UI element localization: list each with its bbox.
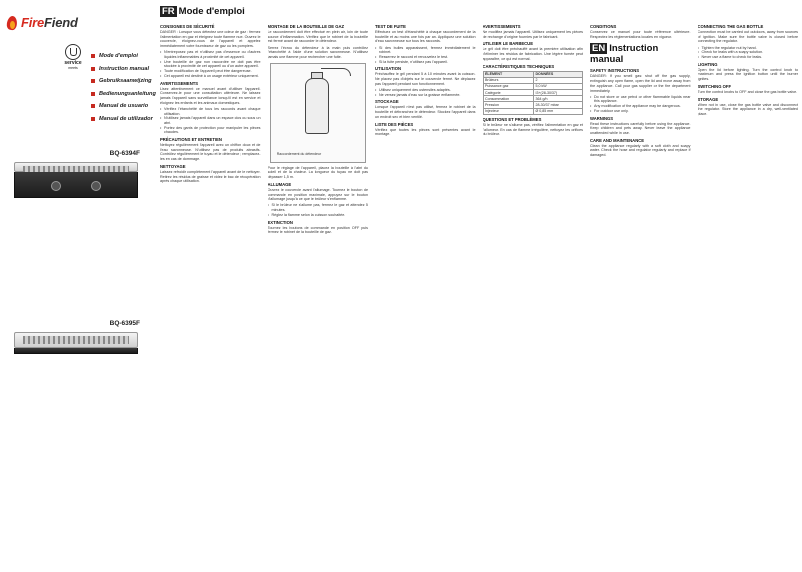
language-label: Bedienungsanleitung: [99, 90, 156, 97]
section-heading: AVERTISSEMENTS: [160, 80, 199, 86]
bullet-item: • Resserrez le raccord et renouvelez le test.: [375, 55, 476, 60]
bullet-item: • Do not store or use petrol or other flammable liquids near this appliance.: [590, 95, 691, 104]
column-2: [268, 22, 369, 570]
language-item: [91, 75, 156, 88]
bullet-square-icon: [91, 79, 95, 83]
section-heading: LIGHTING: [697, 61, 718, 67]
column-5: [590, 22, 691, 570]
column-1: [160, 22, 261, 570]
table-cell: Ø 0,85 mm: [533, 108, 582, 114]
language-code: EN: [592, 43, 606, 55]
table-cell: 28-30/37 mbar: [533, 102, 582, 108]
paragraph: Read these instructions carefully before using the appliance. Keep children and pets away. Never leave the appliance unattended while in use.: [590, 121, 691, 135]
section-heading: WARNINGS: [590, 115, 614, 121]
bullet-item: • Portez des gants de protection pour manipuler les pièces chaudes.: [160, 126, 261, 135]
text-columns: [160, 22, 798, 570]
cover-panel: [0, 0, 156, 572]
service-badge: [58, 44, 88, 74]
bullet-item: • N'utilisez jamais l'appareil dans un espace clos ou sous un abri.: [160, 116, 261, 125]
language-label: Manual de usuario: [99, 103, 149, 110]
grill-body: [14, 348, 138, 354]
paragraph: Le raccordement doit être effectué en plein air, loin de toute source d'inflammation. Vérifiez que le robinet de la bouteille est fermé avant de raccorder le détendeur.: [267, 30, 368, 44]
paragraph: Si le brûleur ne s'allume pas, vérifiez l'alimentation en gaz et l'allumeur. En cas de flamme irrégulière, nettoyez les orifices du brûleur.: [482, 122, 583, 137]
language-item: [91, 88, 156, 101]
model-number-1: BQ-6394F: [109, 150, 140, 157]
bullet-item: • Ne versez jamais d'eau sur la graisse enflammée.: [375, 93, 476, 98]
bullet-item: • Utilisez uniquement des ustensiles adaptés.: [375, 88, 476, 93]
paragraph: Serrez l'écrou du détendeur à la main puis contrôlez l'étanchéité à l'aide d'une solution savonneuse. N'utilisez jamais une flamme pour rechercher une fuite.: [267, 45, 368, 60]
table-cell: Catégorie: [483, 90, 533, 96]
language-item: [91, 113, 156, 126]
table-header: ÉLÉMENT: [483, 71, 533, 77]
bullet-square-icon: [91, 117, 95, 121]
paragraph: Turn the control knobs to OFF and close the gas bottle valve.: [697, 89, 798, 94]
grill-grate: [14, 162, 138, 172]
gas-bottle-diagram: [270, 63, 366, 163]
gas-bottle-drawing: [305, 78, 329, 134]
grill-illustration-2: [14, 332, 138, 354]
specs-table: [483, 71, 584, 115]
paragraph: Le gril doit être préchauffé avant la première utilisation afin d'éliminer les résidus de fabrication. Une légère fumée peut apparaître, ce qui est normal.: [482, 47, 583, 61]
bullet-item: • Tighten the regulator nut by hand.: [698, 46, 799, 51]
section-heading: UTILISATION: [375, 66, 401, 72]
page-title: Instruction manual: [590, 43, 659, 66]
section-heading: AVERTISSEMENTS: [482, 24, 521, 29]
section-heading: CARE AND MAINTENANCE: [590, 137, 645, 143]
paragraph: DANGER: If you smell gas: shut off the gas supply, extinguish any open flame, open the lid and move away from the appliance. Call your gas supplier or the fire department immediately.: [590, 74, 691, 93]
section-heading: MONTAGE DE LA BOUTEILLE DE GAZ: [267, 24, 345, 29]
bullet-item: • Vérifiez l'étanchéité de tous les raccords avant chaque utilisation.: [160, 107, 261, 116]
table-cell: 364 g/h: [533, 96, 582, 102]
language-item: [91, 100, 156, 113]
bullet-item: • Si le brûleur ne s'allume pas, fermez le gaz et attendez 5 minutes.: [268, 203, 369, 212]
column-6: [698, 22, 799, 570]
service-sublabel: meets: [68, 66, 78, 70]
section-heading: CONDITIONS: [590, 24, 617, 29]
bullet-item: • Si des bulles apparaissent, fermez immédiatement le robinet.: [375, 46, 476, 55]
language-label: Manual de utilizador: [99, 115, 153, 122]
section-heading: STOCKAGE: [375, 99, 399, 105]
language-item: [91, 50, 156, 63]
section-heading: PRÉCAUTIONS ET ENTRETIEN: [160, 137, 222, 143]
bullet-item: • Toute modification de l'appareil peut être dangereuse.: [160, 69, 261, 74]
language-code: FR: [162, 6, 175, 17]
section-heading: CONNECTING THE GAS BOTTLE: [697, 24, 764, 29]
knob-icon: [51, 181, 61, 191]
brand-name: [21, 15, 78, 30]
table-cell: 5,0 kW: [533, 83, 582, 89]
column-3: [375, 22, 476, 570]
page-title-fr: [160, 6, 245, 17]
page-title-en: [590, 43, 691, 65]
model-number-2: BQ-6395F: [109, 320, 140, 327]
bullet-item: • Cet appareil est destiné à un usage extérieur uniquement.: [160, 74, 261, 79]
paragraph: Laissez refroidir complètement l'appareil avant de le nettoyer. Retirez les résidus de graisse et videz le bac de récupération après chaque utilisation.: [160, 169, 261, 184]
section-heading: NETTOYAGE: [160, 163, 186, 169]
table-cell: I3+(28-30/37): [533, 90, 582, 96]
section-heading: TEST DE FUITE: [375, 24, 406, 29]
paragraph: Open the lid before lighting. Turn the control knob to maximum and press the ignition button until the burner ignites.: [697, 67, 798, 82]
section-heading: LISTE DES PIÈCES: [375, 121, 414, 127]
paragraph: Nettoyez régulièrement l'appareil avec un chiffon doux et de l'eau savonneuse. N'utilisez pas de produits abrasifs. Contrôlez régulièrement le tuyau et le détendeur ; remplacez-les en cas de dommage.: [160, 143, 261, 162]
paragraph: Connection must be carried out outdoors, away from sources of ignition. Make sure the bottle valve is closed before connecting the regulator.: [697, 30, 798, 44]
section-heading: CARACTÉRISTIQUES TECHNIQUES: [482, 63, 555, 69]
grill-illustration-1: [14, 162, 138, 198]
brand-name-gray: Fiend: [44, 14, 78, 30]
bullet-item: • Never use a flame to check for leaks.: [698, 55, 799, 60]
hose-drawing: [321, 68, 351, 76]
bullet-item: • For outdoor use only.: [590, 109, 691, 114]
bullet-square-icon: [91, 67, 95, 71]
language-label: Instruction manual: [99, 65, 150, 72]
bullet-item: • Check for leaks with a soapy solution.: [698, 50, 799, 55]
bullet-square-icon: [91, 54, 95, 58]
bullet-item: • N'entreposez pas et n'utilisez pas d'essence ou d'autres liquides inflammables à proximité de cet appareil.: [160, 50, 261, 59]
manual-page: [160, 0, 802, 572]
column-4: [483, 22, 584, 570]
table-cell: Puissance gaz: [483, 83, 533, 89]
paragraph: When not in use, close the gas bottle valve and disconnect the regulator. Store the appliance in a dry, well-ventilated place.: [697, 102, 798, 116]
bullet-item: • Une bouteille de gaz non raccordée ne doit pas être stockée à proximité de cet appareil ou d'un autre appareil.: [160, 60, 261, 69]
language-list: [91, 50, 156, 125]
language-label: Mode d'emploi: [99, 53, 138, 60]
grill-grate: [14, 332, 138, 348]
paragraph: Préchauffez le gril pendant 5 à 10 minutes avant la cuisson. Ne placez pas d'objets sur le couvercle fermé. Ne déplacez pas l'appareil pendant son fonctionnement.: [375, 72, 476, 86]
paragraph: DANGER : Lorsque vous détectez une odeur de gaz : fermez l'alimentation en gaz et éteignez toute flamme nue. Ouvrez le couvercle, éloignez-vous de l'appareil et appelez immédiatement votre fournisseur de gaz ou les pompiers.: [160, 30, 261, 49]
paragraph: Lisez attentivement ce manuel avant d'utiliser l'appareil. Conservez-le pour une consultation ultérieure. Ne laissez jamais l'appareil sans surveillance lorsqu'il est en service et éloignez les enfants et les animaux domestiques.: [160, 86, 261, 105]
paragraph: Tournez les boutons de commande en position OFF puis fermez le robinet de la bouteille de gaz.: [267, 225, 368, 235]
paragraph: Lorsque l'appareil n'est pas utilisé, fermez le robinet de la bouteille et débranchez le détendeur. Stockez l'appareil dans un endroit sec et bien ventilé.: [375, 105, 476, 119]
brand-logo: [6, 14, 78, 30]
section-heading: SAFETY INSTRUCTIONS: [590, 68, 640, 74]
bullet-item: • Réglez la flamme selon la cuisson souhaitée.: [268, 213, 369, 218]
paragraph: Ne modifiez jamais l'appareil. Utilisez uniquement les pièces de rechange d'origine fournies par le fabricant.: [482, 30, 583, 39]
figure-caption: Raccordement du détendeur: [276, 151, 322, 156]
section-heading: ALLUMAGE: [267, 181, 292, 187]
table-cell: Injecteur: [483, 108, 533, 114]
paragraph: Vérifiez que toutes les pièces sont présentes avant le montage.: [375, 127, 476, 137]
section-heading: EXTINCTION: [267, 219, 293, 225]
language-label: Gebruiksaanwijzing: [99, 78, 152, 85]
section-heading: QUESTIONS ET PROBLÈMES: [482, 116, 542, 122]
table-cell: Consommation: [483, 96, 533, 102]
section-heading: UTILISER LE BARBECUE: [482, 41, 533, 47]
brand-name-red: Fire: [21, 14, 45, 30]
section-heading: SWITCHING OFF: [697, 83, 731, 89]
paragraph: Pour le réglage de l'appareil, placez la bouteille à l'abri du soleil et de la chaleur. La longueur du tuyau ne doit pas dépasser 1,5 m.: [267, 165, 368, 180]
service-label: service: [64, 60, 82, 66]
page-title: Mode d'emploi: [178, 6, 245, 17]
language-item: [91, 63, 156, 76]
flame-icon: [6, 14, 18, 30]
paragraph: Effectuez un test d'étanchéité à chaque raccordement de la bouteille et au moins une fois par an. Appliquez une solution d'eau savonneuse sur tous les raccords.: [375, 30, 476, 44]
knob-icon: [91, 181, 101, 191]
section-heading: CONSIGNES DE SÉCURITÉ: [160, 24, 215, 29]
paragraph: Ouvrez le couvercle avant l'allumage. Tournez le bouton de commande en position maximale, appuyez sur le bouton d'allumage jusqu'à ce que le brûleur s'enflamme.: [267, 187, 368, 202]
bullet-square-icon: [91, 92, 95, 96]
table-cell: Brûleurs: [483, 77, 533, 83]
paragraph: Clean the appliance regularly with a soft cloth and soapy water. Check the hose and regulator regularly and replace if damaged.: [590, 143, 691, 158]
bullet-item: • Si la fuite persiste, n'utilisez pas l'appareil.: [375, 60, 476, 65]
section-heading: STORAGE: [697, 96, 719, 102]
bullet-square-icon: [91, 104, 95, 108]
grill-body: [14, 172, 138, 198]
table-cell: Pression: [483, 102, 533, 108]
table-row: [483, 108, 583, 114]
table-header: DONNÉES: [533, 71, 582, 77]
service-icon: [65, 44, 81, 60]
table-cell: 2: [533, 77, 582, 83]
bullet-item: • Any modification of the appliance may be dangerous.: [590, 104, 691, 109]
paragraph: Conservez ce manuel pour toute référence ultérieure. Respectez les réglementations locales en vigueur.: [590, 30, 691, 39]
